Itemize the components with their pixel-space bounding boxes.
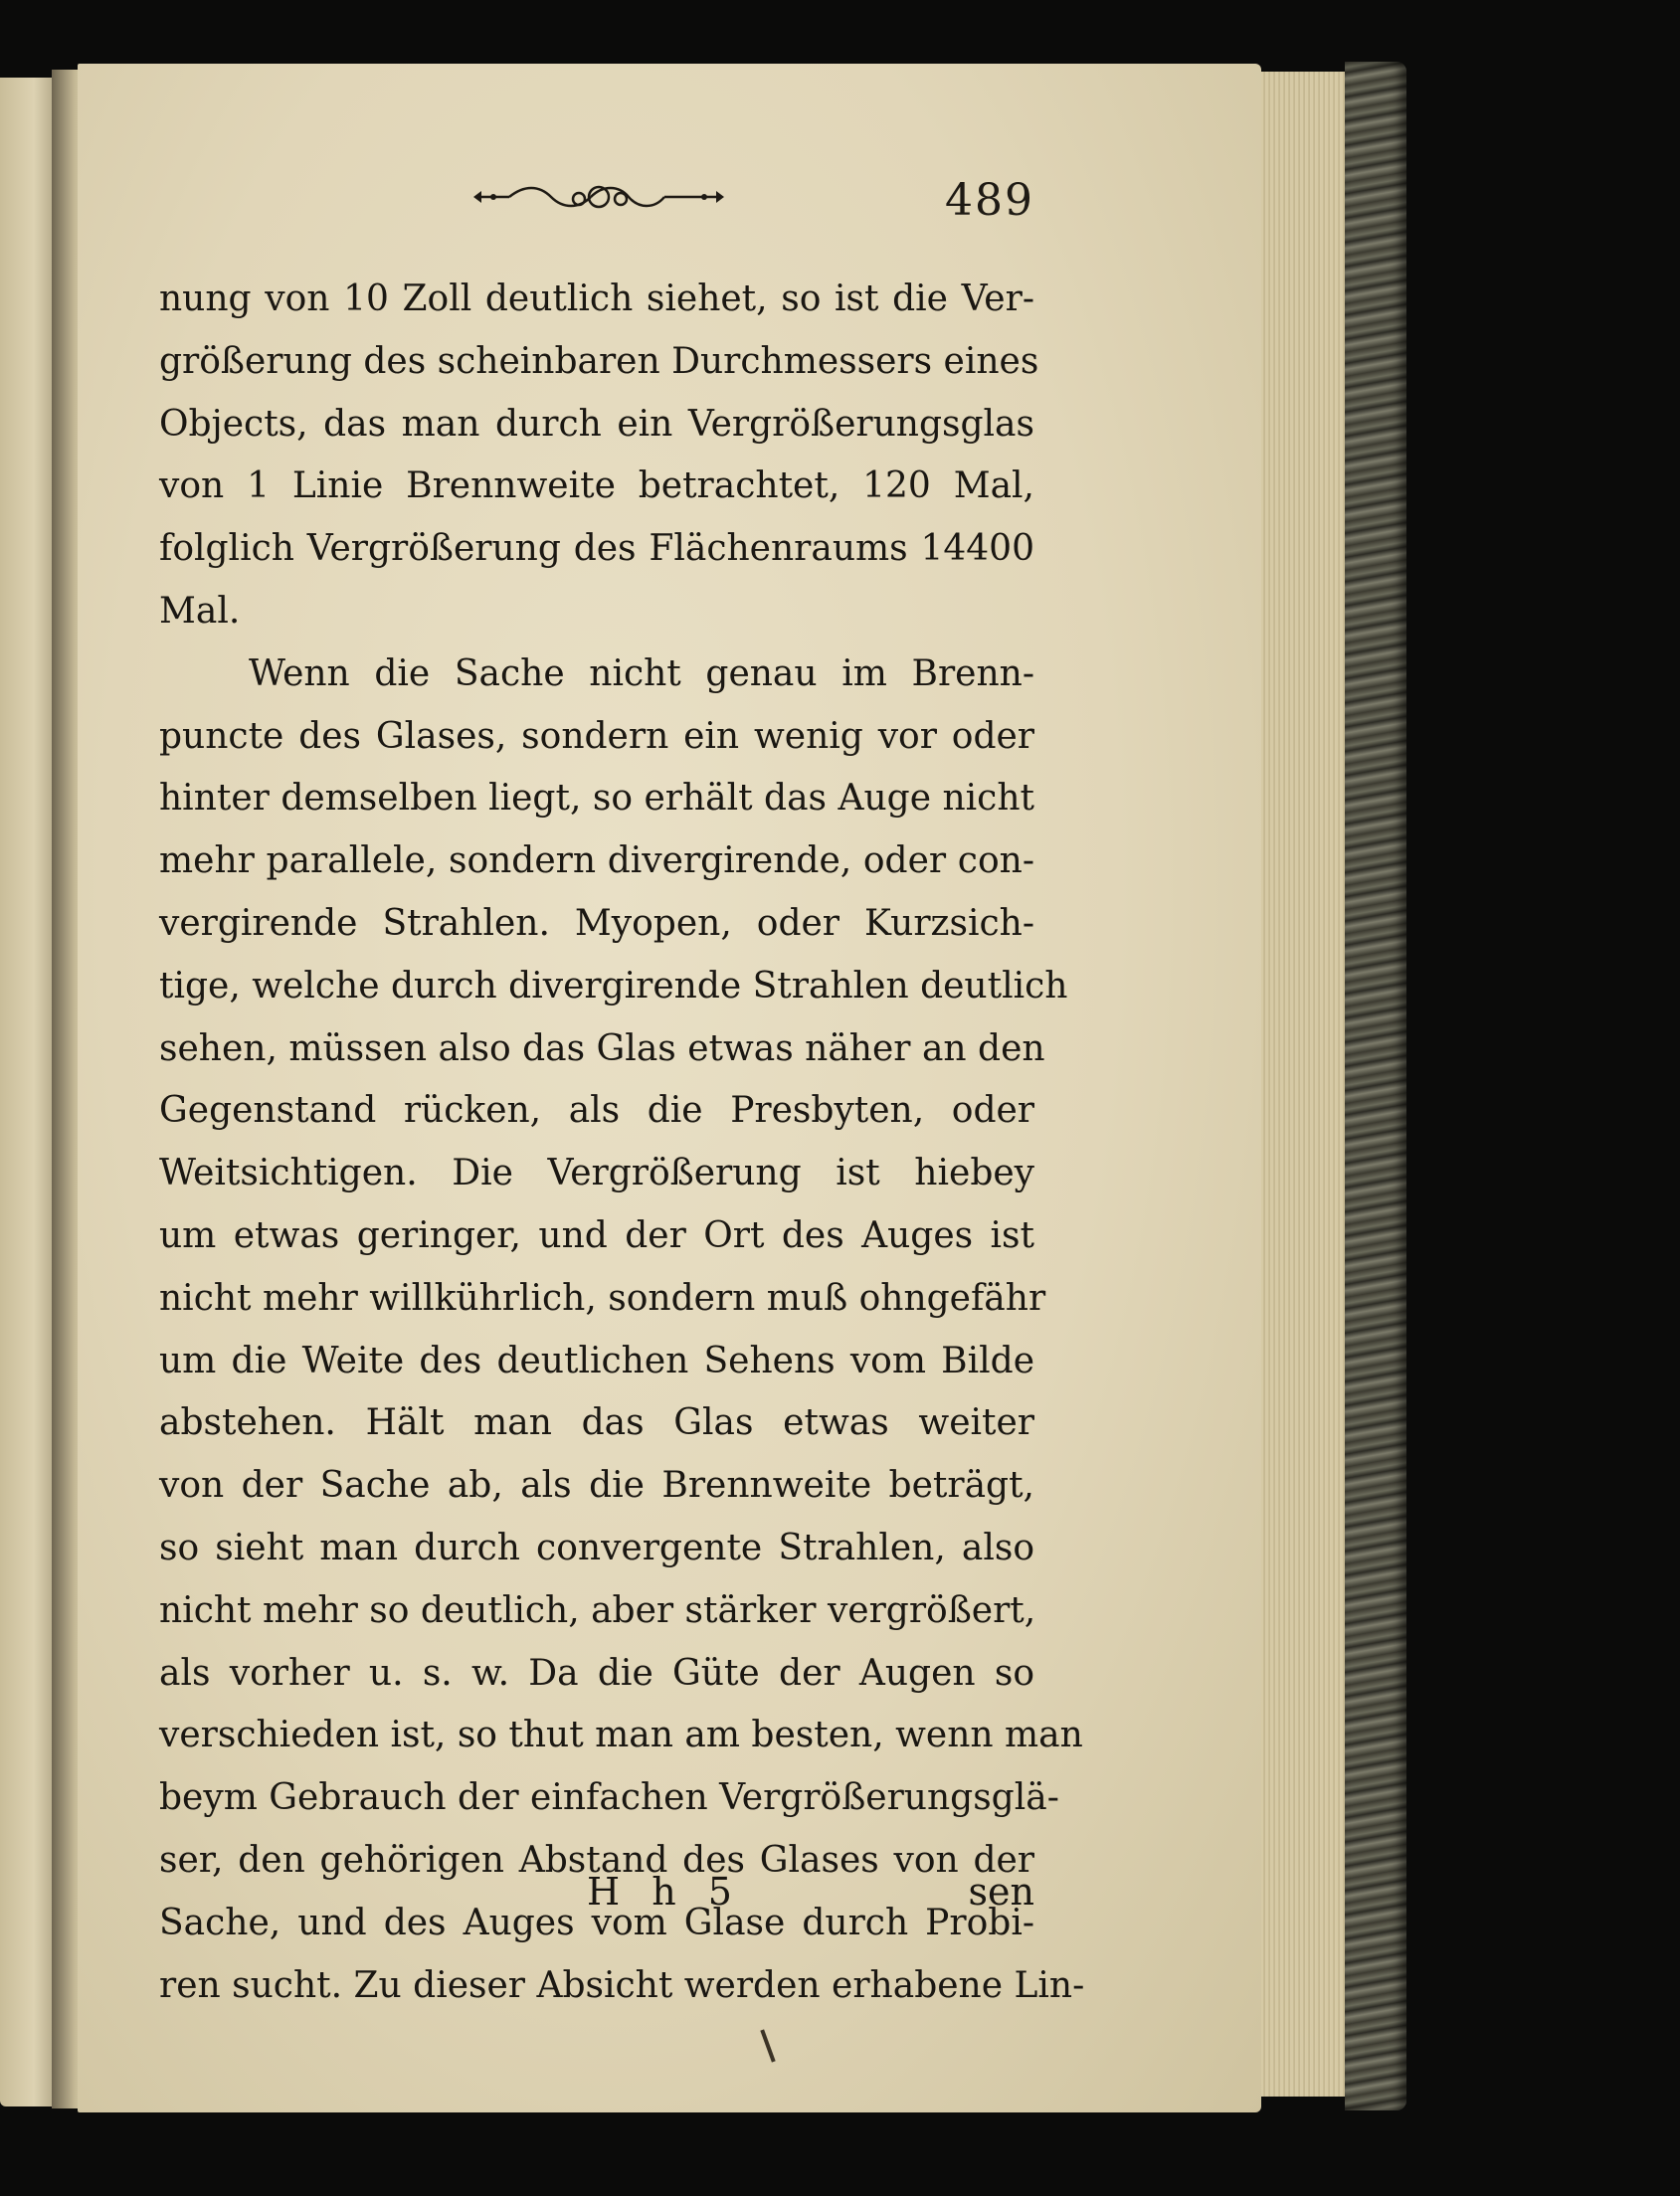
catchword: sen <box>968 1870 1034 1914</box>
text-line: nicht mehr so deutlich, aber stärker vergrößert, <box>159 1589 1036 1631</box>
text-line: um etwas geringer, und der Ort des Auges ist <box>159 1214 1034 1256</box>
signature-mark: H h 5 <box>587 1870 742 1914</box>
text-line: Objects, das man durch ein Vergrößerungsglas <box>159 403 1034 445</box>
text-line: vergirende Strahlen. Myopen, oder Kurzsich- <box>159 902 1034 944</box>
text-line: abstehen. Hält man das Glas etwas weiter <box>159 1402 1034 1444</box>
body-text <box>159 269 1085 2017</box>
text-line: Mal. <box>159 590 241 632</box>
page-number: 489 <box>945 175 1034 226</box>
page-footer <box>159 1862 1034 1922</box>
text-line: folglich Vergrößerung des Flächenraums 14400 <box>159 528 1034 570</box>
text-line: um die Weite des deutlichen Sehens vom Bilde <box>159 1340 1034 1381</box>
text-line: Sache, und des Auges vom Glase durch Probi- <box>159 1902 1034 1943</box>
text-line: von 1 Linie Brennweite betrachtet, 120 Mal, <box>159 465 1034 507</box>
text-line: von der Sache ab, als die Brennweite beträgt, <box>159 1465 1034 1507</box>
text-line: nung von 10 Zoll deutlich siehet, so ist die Ver- <box>159 278 1034 319</box>
text-line: als vorher u. s. w. Da die Güte der Augen so <box>159 1652 1034 1694</box>
text-line: Weitsichtigen. Die Vergrößerung ist hiebey <box>159 1153 1034 1194</box>
header-ornament <box>469 177 728 217</box>
text-line: Gegenstand rücken, als die Presbyten, oder <box>159 1090 1034 1132</box>
text-line: puncte des Glases, sondern ein wenig vor oder <box>159 715 1034 757</box>
text-line: so sieht man durch convergente Strahlen, also <box>159 1527 1034 1568</box>
text-line: beym Gebrauch der einfachen Vergrößerungsglä- <box>159 1777 1059 1819</box>
text-line: größerung des scheinbaren Durchmessers eines <box>159 340 1039 382</box>
text-line: ren sucht. Zu dieser Absicht werden erhabene Lin- <box>159 1964 1085 2006</box>
text-line: verschieden ist, so thut man am besten, wenn man <box>159 1715 1083 1756</box>
text-line: tige, welche durch divergirende Strahlen deutlich <box>159 965 1068 1006</box>
text-line: mehr parallele, sondern divergirende, oder con- <box>159 840 1034 882</box>
text-line: nicht mehr willkührlich, sondern muß ohngefähr <box>159 1277 1046 1319</box>
page-edges <box>1261 72 1353 2097</box>
text-line: Wenn die Sache nicht genau im Brenn- <box>249 652 1034 694</box>
text-line: ser, den gehörigen Abstand des Glases von der <box>159 1839 1034 1881</box>
text-line: sehen, müssen also das Glas etwas näher an den <box>159 1027 1045 1069</box>
marbled-cover <box>1345 62 1406 2110</box>
text-line: hinter demselben liegt, so erhält das Auge nicht <box>159 778 1034 820</box>
